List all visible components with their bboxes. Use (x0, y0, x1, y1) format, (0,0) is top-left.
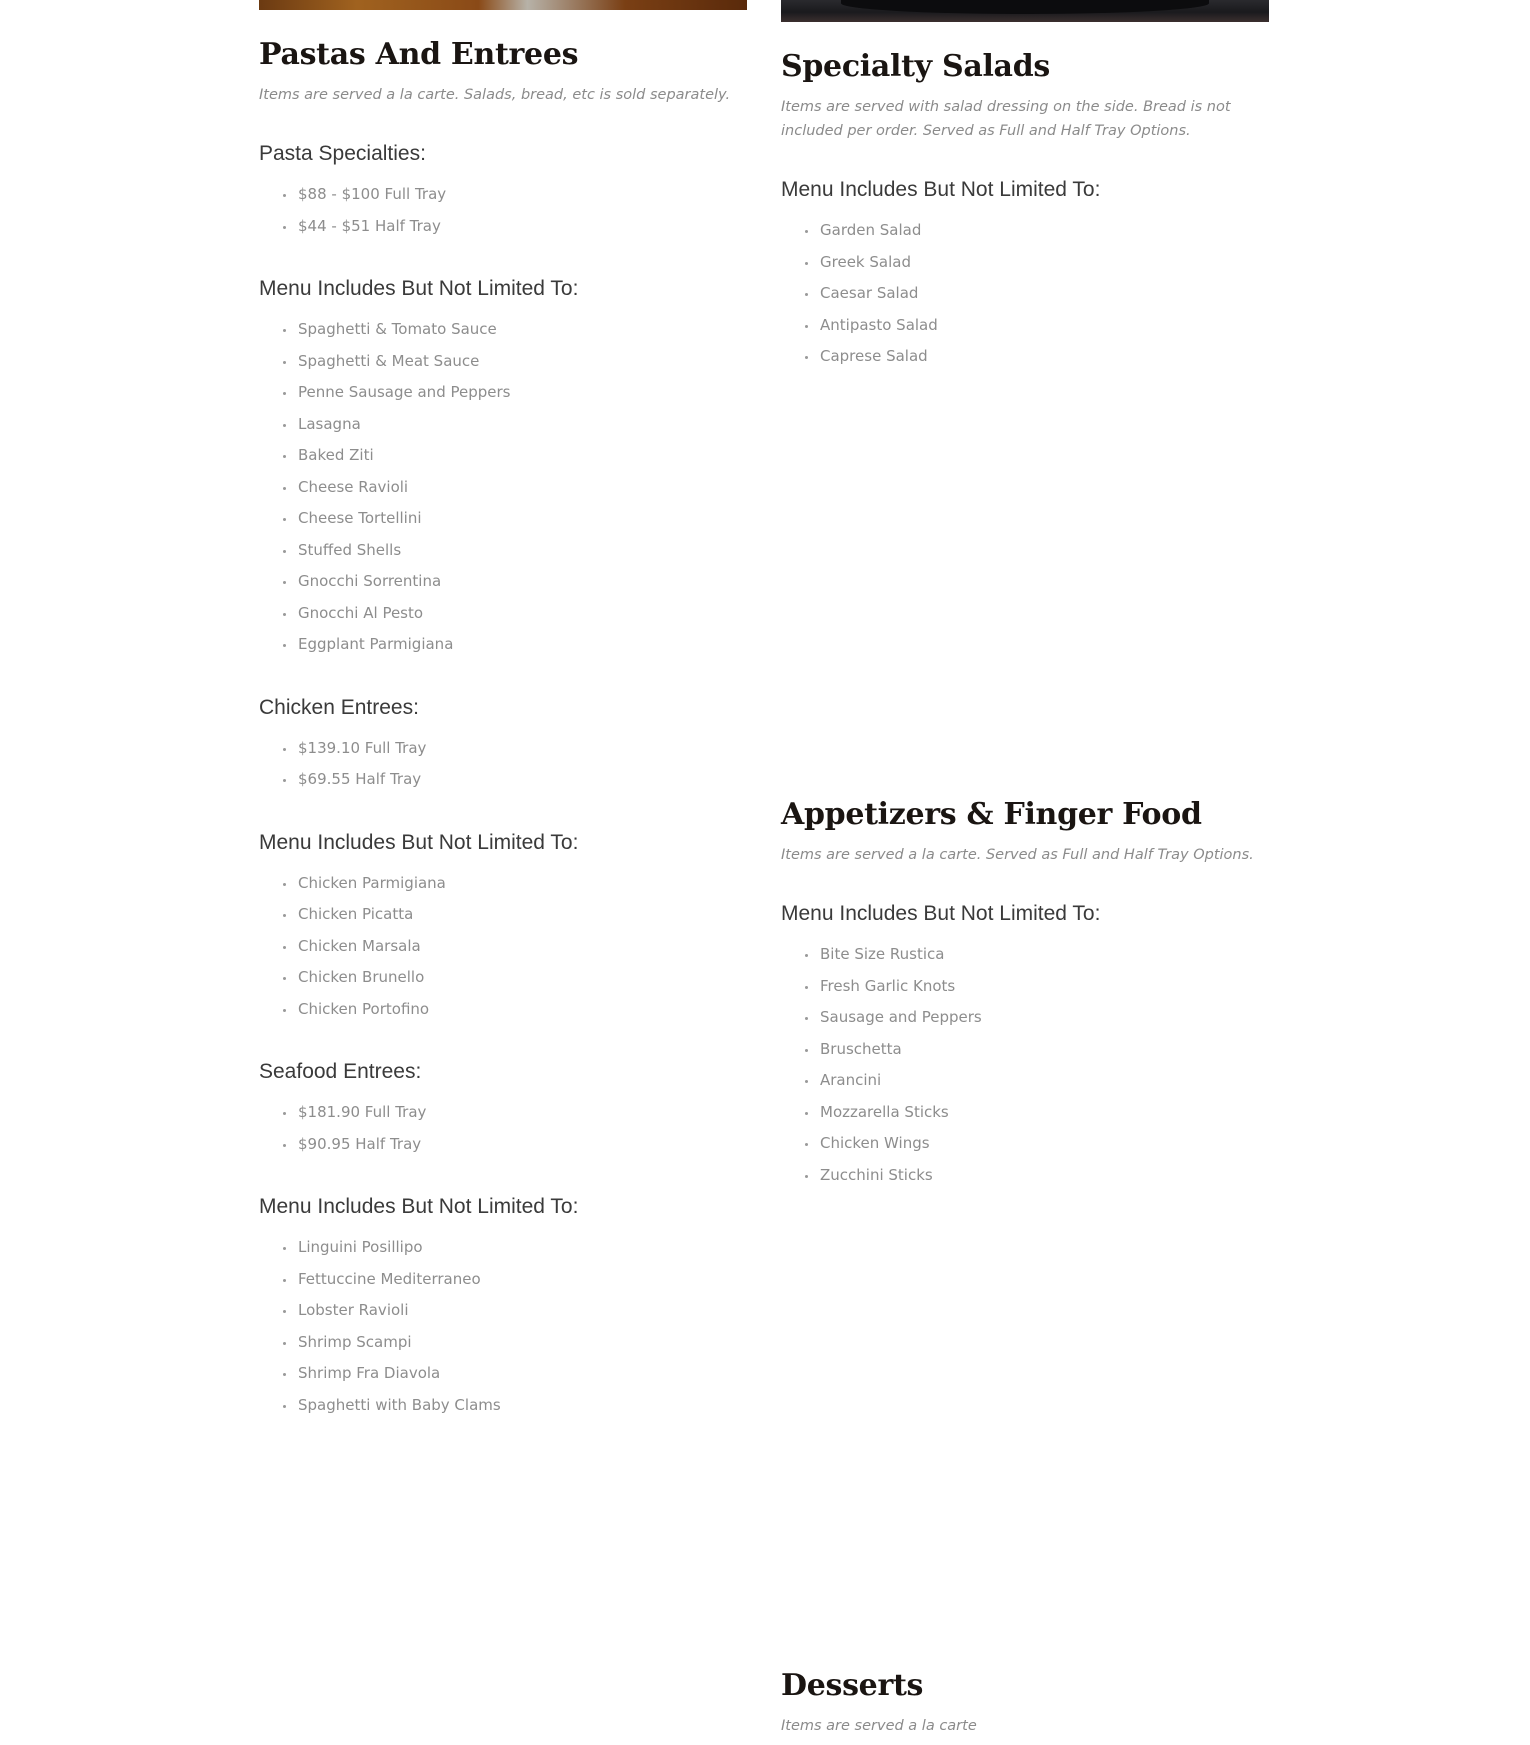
chicken-entrees-heading: Chicken Entrees: (259, 695, 419, 719)
chicken-menu-list (259, 868, 747, 1026)
seafood-entrees-prices (259, 1097, 747, 1160)
list-item: Stuffed Shells (283, 535, 747, 567)
list-item: Greek Salad (805, 247, 1269, 279)
list-item: Arancini (805, 1065, 1269, 1097)
list-item: Gnocchi Sorrentina (283, 566, 747, 598)
list-item: Caesar Salad (805, 278, 1269, 310)
list-item: Caprese Salad (805, 341, 1269, 373)
list-item: $44 - $51 Half Tray (283, 211, 747, 243)
pastas-title: Pastas And Entrees (259, 37, 579, 72)
list-item: Gnocchi Al Pesto (283, 598, 747, 630)
salads-photo (781, 0, 1269, 22)
list-item: Spaghetti & Tomato Sauce (283, 314, 747, 346)
salads-title: Specialty Salads (781, 49, 1050, 84)
appetizers-menu-heading: Menu Includes But Not Limited To: (781, 902, 1101, 925)
list-item: Cheese Ravioli (283, 472, 747, 504)
pastas-note: Items are served a la carte. Salads, bread, etc is sold separately. (259, 87, 731, 103)
pasta-menu-heading: Menu Includes But Not Limited To: (259, 277, 579, 300)
pastas-photo (259, 0, 747, 10)
list-item: $139.10 Full Tray (283, 733, 747, 765)
list-item: Bruschetta (805, 1034, 1269, 1066)
list-item: Chicken Parmigiana (283, 868, 747, 900)
list-item: Linguini Posillipo (283, 1232, 747, 1264)
list-item: Sausage and Peppers (805, 1002, 1269, 1034)
list-item: Chicken Portofino (283, 994, 747, 1026)
list-item: Chicken Wings (805, 1128, 1269, 1160)
list-item: Garden Salad (805, 215, 1269, 247)
list-item: Shrimp Fra Diavola (283, 1358, 747, 1390)
list-item: $88 - $100 Full Tray (283, 179, 747, 211)
list-item: Mozzarella Sticks (805, 1097, 1269, 1129)
list-item: Shrimp Scampi (283, 1327, 747, 1359)
list-item: Cheese Tortellini (283, 503, 747, 535)
list-item: Zucchini Sticks (805, 1160, 1269, 1192)
desserts-note: Items are served a la carte (781, 1718, 977, 1734)
list-item: Lobster Ravioli (283, 1295, 747, 1327)
list-item: Eggplant Parmigiana (283, 629, 747, 661)
appetizers-section (781, 796, 1269, 1191)
desserts-section (781, 1667, 1269, 1738)
list-item: Spaghetti with Baby Clams (283, 1390, 747, 1422)
list-item: Fresh Garlic Knots (805, 971, 1269, 1003)
list-item: Chicken Brunello (283, 962, 747, 994)
chicken-menu-heading: Menu Includes But Not Limited To: (259, 830, 579, 854)
pasta-menu-list (259, 314, 747, 661)
list-item: Chicken Marsala (283, 931, 747, 963)
salads-menu-list (781, 215, 1269, 373)
seafood-menu-list (259, 1232, 747, 1421)
list-item: Penne Sausage and Peppers (283, 377, 747, 409)
list-item: Baked Ziti (283, 440, 747, 472)
list-item: Chicken Picatta (283, 899, 747, 931)
list-item: Spaghetti & Meat Sauce (283, 346, 747, 378)
list-item: $90.95 Half Tray (283, 1129, 747, 1161)
appetizers-note: Items are served a la carte. Served as Full and Half Tray Options. (781, 847, 1254, 863)
salads-section (781, 48, 1269, 373)
appetizers-title: Appetizers & Finger Food (781, 797, 1202, 832)
appetizers-menu-list (781, 939, 1269, 1191)
pasta-specialties-heading: Pasta Specialties: (259, 142, 426, 165)
seafood-entrees-heading: Seafood Entrees: (259, 1060, 422, 1083)
list-item: $69.55 Half Tray (283, 764, 747, 796)
list-item: Bite Size Rustica (805, 939, 1269, 971)
desserts-title: Desserts (781, 1668, 924, 1703)
pasta-specialties-prices (259, 179, 747, 242)
list-item: Lasagna (283, 409, 747, 441)
pastas-section (259, 36, 747, 1421)
salads-menu-heading: Menu Includes But Not Limited To: (781, 178, 1101, 201)
list-item: Antipasto Salad (805, 310, 1269, 342)
chicken-entrees-prices (259, 733, 747, 796)
salads-note: Items are served with salad dressing on the side. Bread is not included per order. Served as Full and Half Tray Options. (781, 99, 1231, 139)
list-item: Fettuccine Mediterraneo (283, 1264, 747, 1296)
seafood-menu-heading: Menu Includes But Not Limited To: (259, 1195, 579, 1218)
list-item: $181.90 Full Tray (283, 1097, 747, 1129)
